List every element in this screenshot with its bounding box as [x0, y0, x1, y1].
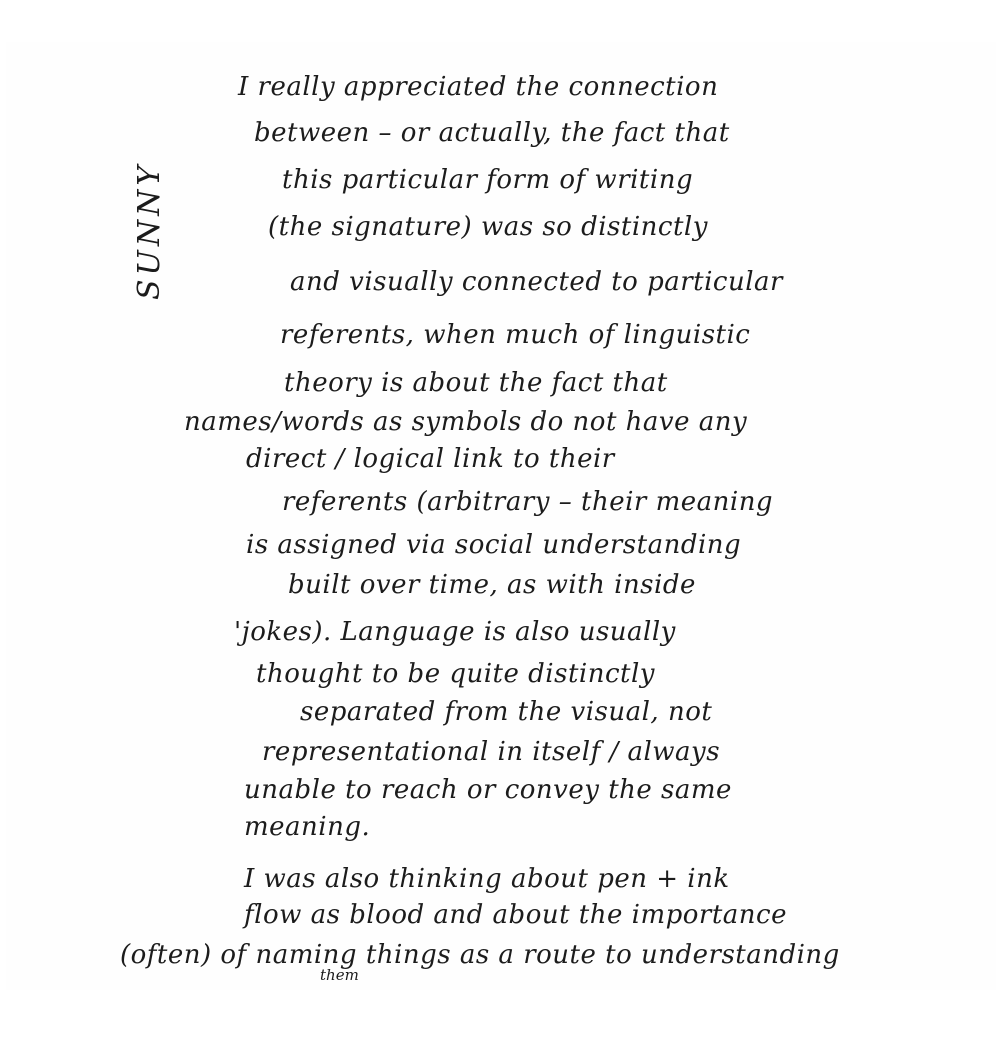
note-line-15: separated from the visual, not [300, 697, 713, 727]
note-line-7: theory is about the fact that [284, 368, 668, 398]
note-line-6: referents, when much of linguistic [280, 320, 751, 350]
note-line-14: thought to be quite distinctly [256, 659, 655, 689]
note-line-2: between – or actually, the fact that [254, 118, 730, 148]
note-line-10: referents (arbitrary – their meaning [282, 487, 774, 517]
note-line-19: I was also thinking about pen + ink [244, 864, 730, 894]
insertion-text: them [320, 966, 359, 984]
note-line-9: direct / logical link to their [246, 444, 615, 474]
note-line-20: flow as blood and about the importance [244, 900, 787, 930]
note-line-5: and visually connected to particular [290, 267, 783, 297]
note-line-4: (the signature) was so distinctly [268, 212, 708, 242]
note-line-11: is assigned via social understanding [246, 530, 742, 560]
note-line-18: meaning. [244, 812, 371, 842]
note-line-17: unable to reach or convey the same [244, 775, 732, 805]
note-line-21: (often) of naming things as a route to understanding [120, 940, 840, 970]
note-line-16: representational in itself / always [262, 737, 721, 767]
note-line-1: I really appreciated the connection [238, 72, 719, 102]
note-line-3: this particular form of writing [282, 165, 694, 195]
side-label-name: SUNNY [132, 161, 167, 300]
note-line-8: names/words as symbols do not have any [184, 407, 748, 437]
note-line-13: 'jokes). Language is also usually [234, 617, 676, 647]
note-line-12: built over time, as with inside [288, 570, 696, 600]
page-margin [0, 990, 1002, 1064]
